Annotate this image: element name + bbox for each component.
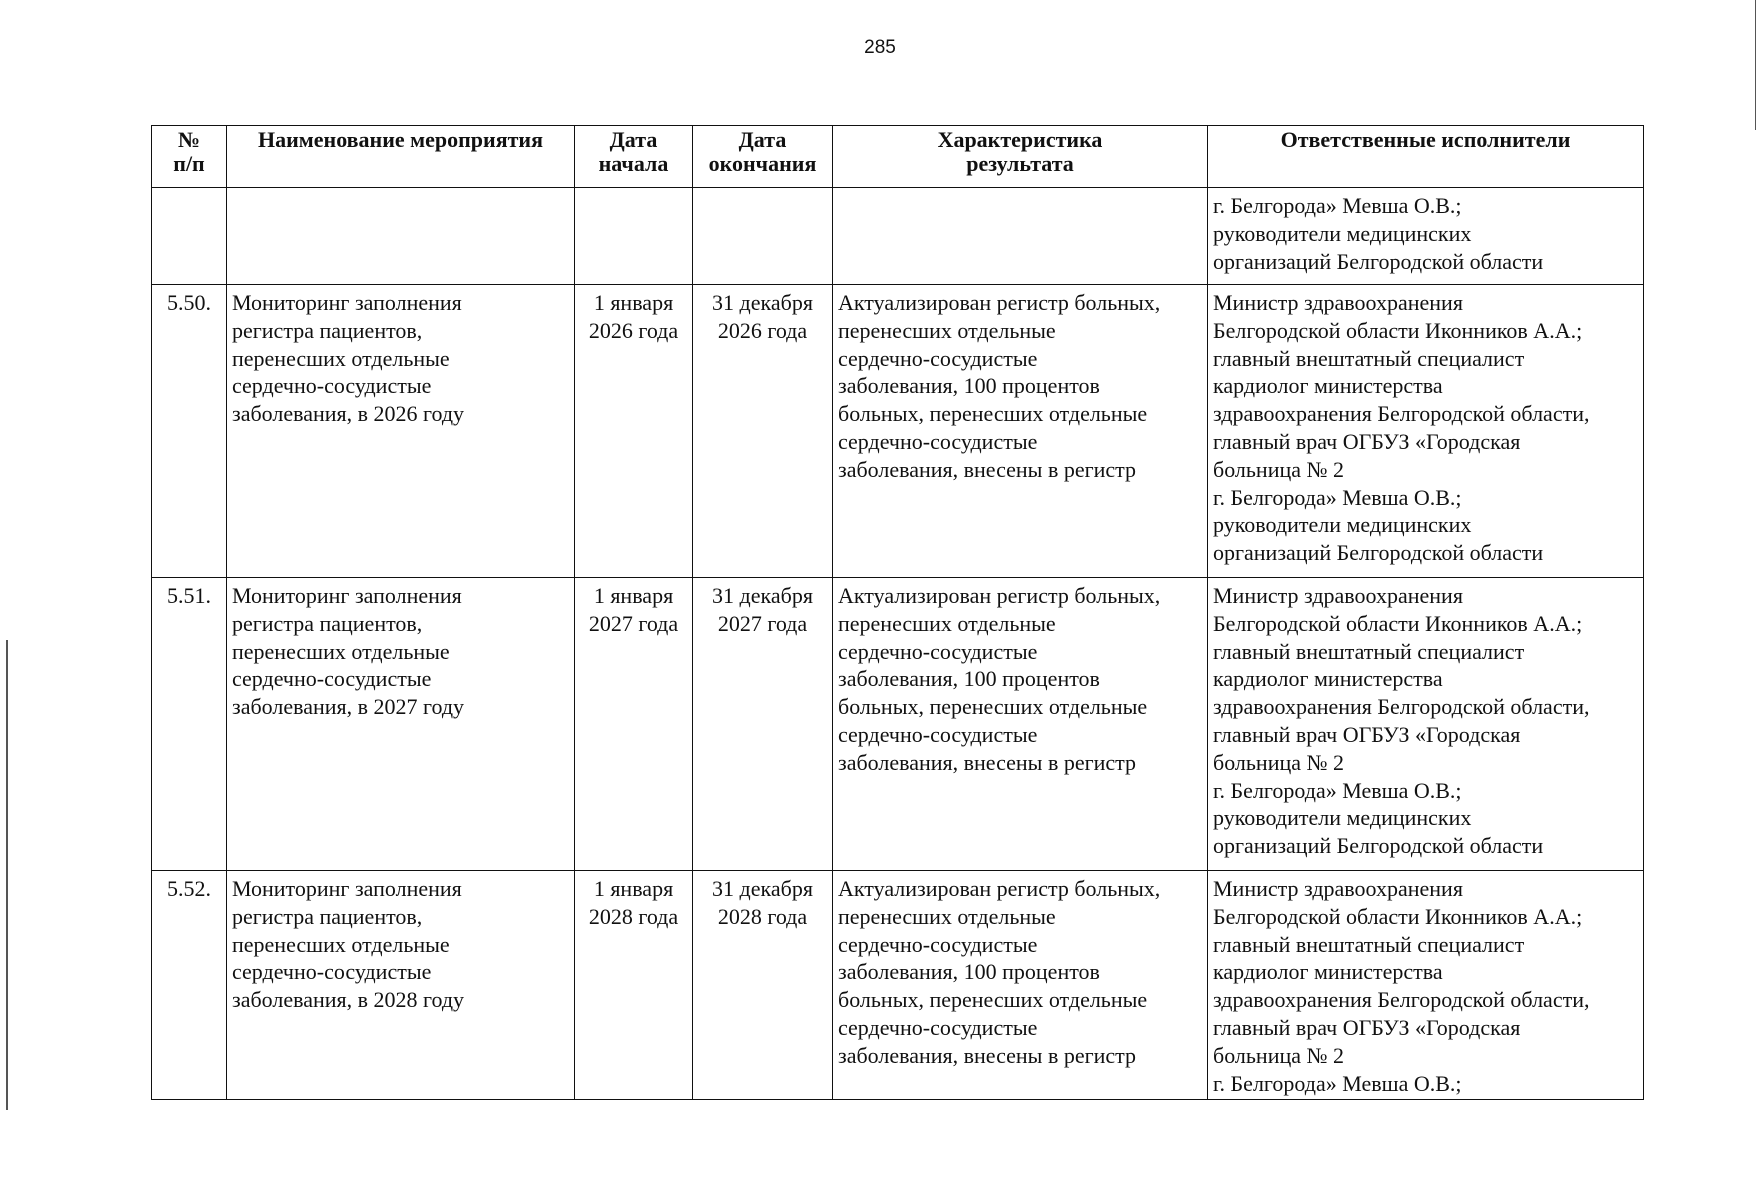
- cell-result: [833, 871, 1208, 1100]
- cell-line: руководители медицинских: [1213, 220, 1472, 246]
- cell-start-date: [575, 871, 693, 1100]
- cell-line: заболевания, внесены в регистр: [838, 749, 1137, 775]
- header-line: Характеристика: [937, 127, 1103, 152]
- cell-line: г. Белгорода» Мевша О.В.;: [1213, 484, 1462, 510]
- scan-margin-line-left: [6, 640, 8, 1110]
- header-line: Дата: [609, 127, 658, 152]
- cell-responsible: [1208, 871, 1644, 1100]
- cell-line: заболевания, в 2027 году: [232, 694, 465, 720]
- header-line: начала: [598, 151, 669, 176]
- cell-line: перенесших отдельные: [838, 610, 1056, 636]
- cell-line: г. Белгорода» Мевша О.В.;: [1213, 193, 1462, 218]
- cell-line: регистра пациентов,: [232, 903, 423, 929]
- cell-line: сердечно-сосудистые: [232, 666, 432, 692]
- cell-line: заболевания, 100 процентов: [838, 373, 1100, 399]
- header-responsible: [1208, 126, 1644, 188]
- cell-line: 2028 года: [588, 903, 679, 929]
- cell-start-date: [575, 578, 693, 871]
- cell-line: заболевания, внесены в регистр: [838, 456, 1137, 482]
- cell-line: больных, перенесших отдельные: [838, 401, 1148, 427]
- cell-end-date: [693, 188, 833, 285]
- cell-line: главный врач ОГБУЗ «Городская: [1213, 428, 1521, 454]
- cell-line: 31 декабря: [712, 876, 813, 901]
- table-row: [152, 871, 1644, 1100]
- cell-number: 5.50.: [152, 285, 227, 578]
- cell-line: 1 января: [593, 876, 674, 901]
- cell-line: Белгородской области Иконников А.А.;: [1213, 317, 1583, 343]
- cell-line: здравоохранения Белгородской области,: [1213, 694, 1590, 720]
- cell-line: регистра пациентов,: [232, 610, 423, 636]
- cell-line: перенесших отдельные: [232, 345, 450, 371]
- cell-line: Министр здравоохранения: [1213, 583, 1463, 608]
- scan-margin-line-right: [1755, 0, 1757, 130]
- cell-line: Актуализирован регистр больных,: [838, 290, 1161, 315]
- header-line: результата: [966, 151, 1074, 176]
- cell-line: заболевания, в 2026 году: [232, 401, 465, 427]
- cell-responsible: [1208, 285, 1644, 578]
- cell-line: Актуализирован регистр больных,: [838, 583, 1161, 608]
- cell-start-date: [575, 285, 693, 578]
- cell-line: регистра пациентов,: [232, 317, 423, 343]
- table-row: [152, 285, 1644, 578]
- cell-line: 2026 года: [717, 317, 808, 343]
- cell-line: г. Белгорода» Мевша О.В.;: [1213, 777, 1462, 803]
- header-line: №: [177, 127, 201, 152]
- cell-line: 1 января: [593, 583, 674, 608]
- cell-line: больница № 2: [1213, 749, 1344, 775]
- cell-line: перенесших отдельные: [232, 638, 450, 664]
- cell-number: 5.52.: [152, 871, 227, 1100]
- cell-responsible: [1208, 578, 1644, 871]
- cell-line: организаций Белгородской области: [1213, 540, 1544, 566]
- cell-line: Мониторинг заполнения: [232, 876, 462, 901]
- cell-result: [833, 578, 1208, 871]
- cell-line: сердечно-сосудистые: [838, 721, 1038, 747]
- page-number: 285: [864, 37, 896, 58]
- cell-line: заболевания, 100 процентов: [838, 959, 1100, 985]
- cell-line: руководители медицинских: [1213, 805, 1472, 831]
- cell-line: больница № 2: [1213, 456, 1344, 482]
- cell-line: главный внештатный специалист: [1213, 638, 1525, 664]
- cell-end-date: [693, 285, 833, 578]
- cell-start-date: [575, 188, 693, 285]
- header-line: п/п: [173, 151, 205, 176]
- header-line: Наименование мероприятия: [257, 127, 544, 152]
- cell-result: [833, 285, 1208, 578]
- cell-line: г. Белгорода» Мевша О.В.;: [1213, 1070, 1462, 1096]
- cell-line: сердечно-сосудистые: [838, 1014, 1038, 1040]
- cell-line: перенесших отдельные: [838, 317, 1056, 343]
- header-end-date: [693, 126, 833, 188]
- header-activity-name: [227, 126, 575, 188]
- cell-line: главный врач ОГБУЗ «Городская: [1213, 721, 1521, 747]
- cell-line: Министр здравоохранения: [1213, 876, 1463, 901]
- header-start-date: [575, 126, 693, 188]
- cell-activity-name: [227, 285, 575, 578]
- cell-line: Актуализирован регистр больных,: [838, 876, 1161, 901]
- cell-line: сердечно-сосудистые: [232, 373, 432, 399]
- cell-line: сердечно-сосудистые: [838, 345, 1038, 371]
- cell-line: руководители медицинских: [1213, 512, 1472, 538]
- cell-line: сердечно-сосудистые: [232, 959, 432, 985]
- cell-line: 1 января: [593, 290, 674, 315]
- cell-line: заболевания, внесены в регистр: [838, 1042, 1137, 1068]
- cell-line: кардиолог министерства: [1213, 959, 1443, 985]
- cell-line: 2026 года: [588, 317, 679, 343]
- cell-line: Мониторинг заполнения: [232, 583, 462, 608]
- cell-line: здравоохранения Белгородской области,: [1213, 987, 1590, 1013]
- cell-activity-name: [227, 578, 575, 871]
- cell-line: 31 декабря: [712, 290, 813, 315]
- cell-line: главный внештатный специалист: [1213, 931, 1525, 957]
- table-header-row: [152, 126, 1644, 188]
- cell-line: организаций Белгородской области: [1213, 248, 1544, 274]
- cell-end-date: [693, 871, 833, 1100]
- table-row: [152, 578, 1644, 871]
- cell-line: 31 декабря: [712, 583, 813, 608]
- header-number: [152, 126, 227, 188]
- cell-line: Белгородской области Иконников А.А.;: [1213, 610, 1583, 636]
- cell-line: 2028 года: [717, 903, 808, 929]
- cell-line: главный врач ОГБУЗ «Городская: [1213, 1014, 1521, 1040]
- cell-end-date: [693, 578, 833, 871]
- cell-number: 5.51.: [152, 578, 227, 871]
- cell-line: организаций Белгородской области: [1213, 833, 1544, 859]
- table-row-continuation: [152, 188, 1644, 285]
- cell-line: Мониторинг заполнения: [232, 290, 462, 315]
- header-result: [833, 126, 1208, 188]
- cell-line: больных, перенесших отдельные: [838, 987, 1148, 1013]
- header-line: Дата: [738, 127, 787, 152]
- cell-line: сердечно-сосудистые: [838, 428, 1038, 454]
- cell-line: заболевания, 100 процентов: [838, 666, 1100, 692]
- cell-line: 2027 года: [717, 610, 808, 636]
- activities-table: [151, 125, 1644, 1100]
- cell-line: сердечно-сосудистые: [838, 638, 1038, 664]
- cell-line: Министр здравоохранения: [1213, 290, 1463, 315]
- cell-line: Белгородской области Иконников А.А.;: [1213, 903, 1583, 929]
- cell-line: заболевания, в 2028 году: [232, 987, 465, 1013]
- cell-activity-name: [227, 871, 575, 1100]
- cell-line: перенесших отдельные: [838, 903, 1056, 929]
- header-line: Ответственные исполнители: [1280, 127, 1571, 152]
- cell-line: 2027 года: [588, 610, 679, 636]
- cell-line: кардиолог министерства: [1213, 373, 1443, 399]
- cell-line: больница № 2: [1213, 1042, 1344, 1068]
- cell-responsible: [1208, 188, 1644, 285]
- cell-activity-name: [227, 188, 575, 285]
- cell-line: перенесших отдельные: [232, 931, 450, 957]
- cell-line: больных, перенесших отдельные: [838, 694, 1148, 720]
- cell-line: кардиолог министерства: [1213, 666, 1443, 692]
- cell-line: главный внештатный специалист: [1213, 345, 1525, 371]
- header-line: окончания: [708, 151, 817, 176]
- cell-line: сердечно-сосудистые: [838, 931, 1038, 957]
- cell-result: [833, 188, 1208, 285]
- cell-number: [152, 188, 227, 285]
- cell-line: здравоохранения Белгородской области,: [1213, 401, 1590, 427]
